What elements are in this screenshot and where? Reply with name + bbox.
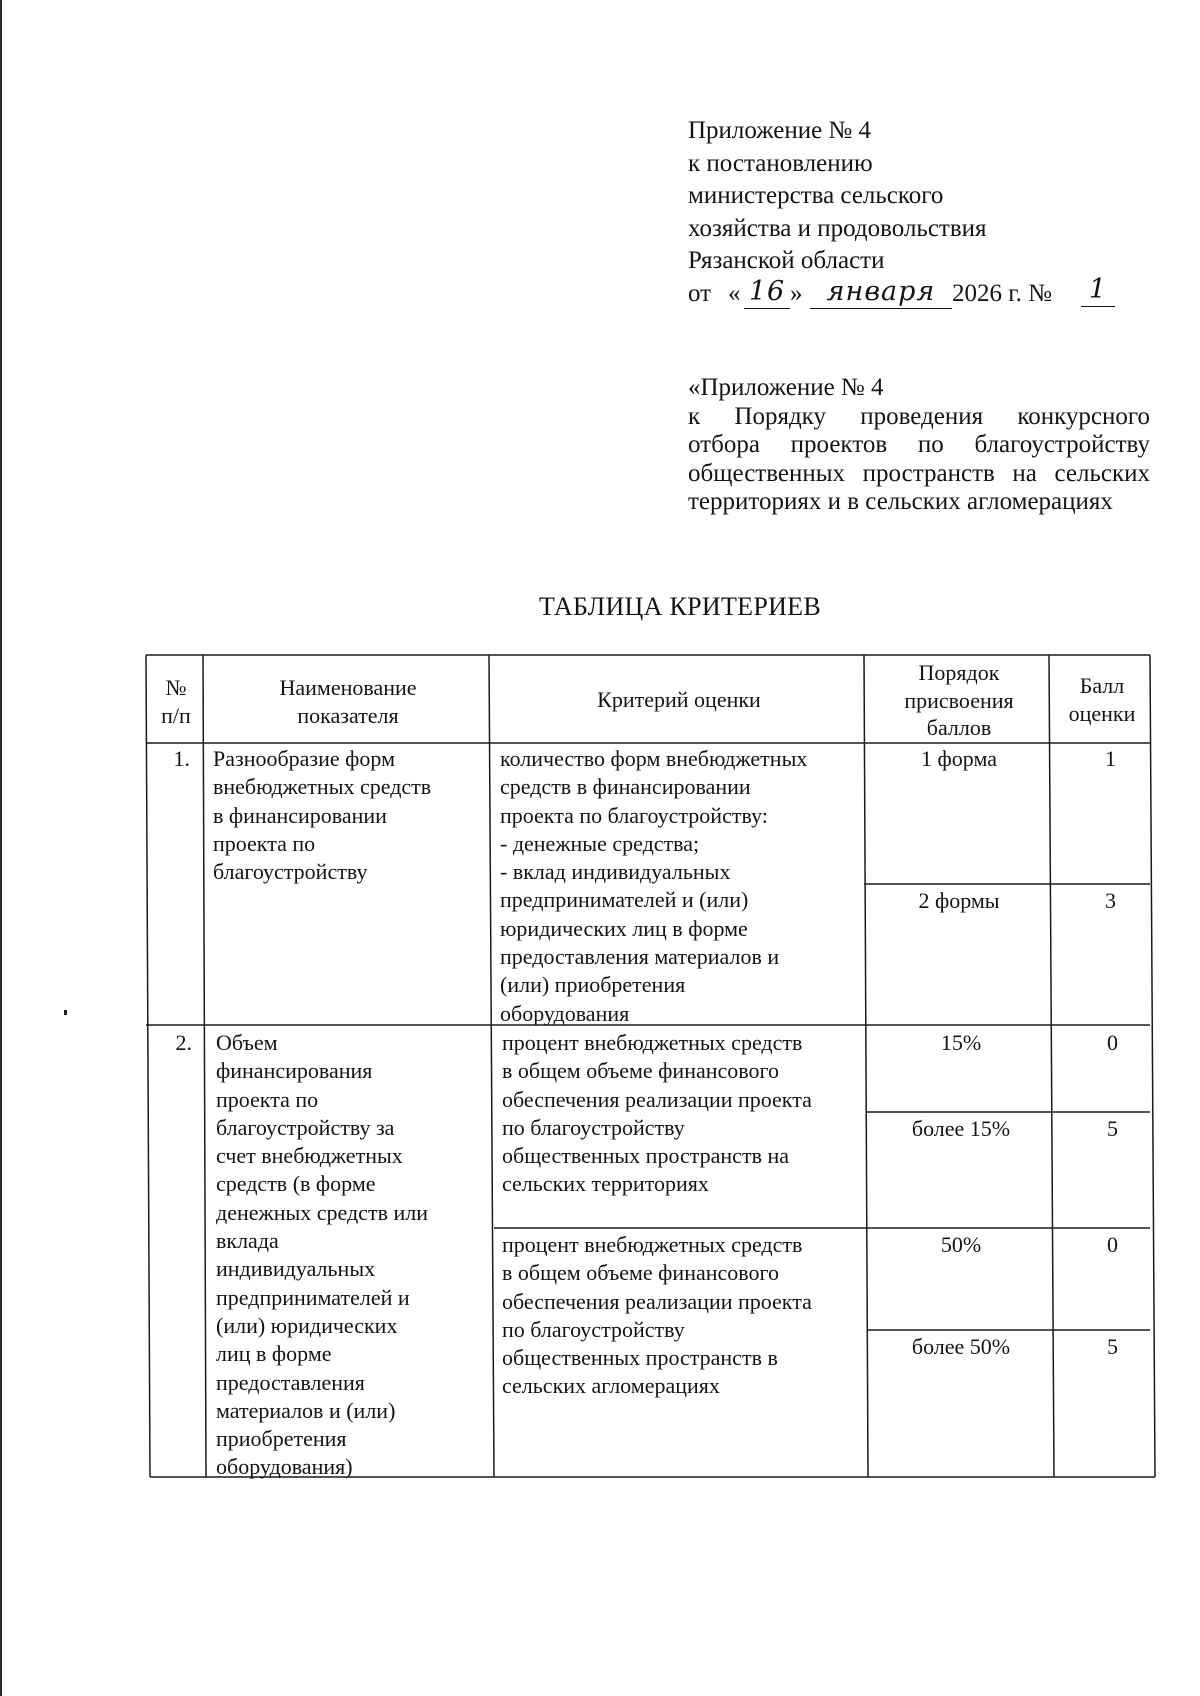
header-num-line: № — [165, 675, 187, 700]
approval-block — [688, 115, 1168, 312]
row-2-criterion-2-line: по благоустройству — [502, 1316, 685, 1342]
approval-line: Рязанской области — [688, 247, 885, 274]
row-2-num: 2. — [175, 1030, 192, 1055]
row-2-criterion-1-line: обеспечения реализации проекта — [502, 1086, 812, 1112]
row-2-name-line: финансирования — [216, 1058, 373, 1084]
row-2-criterion-1-line: процент внебюджетных средств — [502, 1030, 803, 1055]
quote-close: » — [790, 279, 803, 307]
row-2-name-line: Объем — [216, 1030, 278, 1055]
header-order — [866, 659, 1052, 742]
approval-line: министерства сельского — [688, 182, 944, 209]
row-2-option-2-order: более 15% — [911, 1116, 1011, 1141]
row-2-option-3-order: 50% — [940, 1232, 982, 1257]
row-1-criterion — [500, 745, 864, 1028]
row-2-name-line: средств (в форме — [216, 1171, 376, 1197]
row-1-option-2-score: 3 — [1105, 888, 1116, 913]
row-1-criterion-line: - вклад индивидуальных — [500, 859, 731, 885]
handwritten-month: января — [810, 276, 952, 310]
approval-line: хозяйства и продовольствия — [688, 214, 987, 242]
handwritten-day: 16 — [744, 276, 790, 310]
row-2-name-line: счет внебюджетных — [216, 1143, 403, 1169]
row-2-option-1-score: 0 — [1107, 1030, 1118, 1055]
row-2-criterion-1-line: в общем объеме финансового — [502, 1058, 779, 1084]
row-2-name-line: предоставления — [216, 1369, 365, 1395]
row-1-criterion-line: количество форм внебюджетных — [500, 746, 808, 771]
header-name-line: показателя — [297, 702, 399, 728]
row-1-name — [213, 745, 489, 886]
row-2-option-4-score: 5 — [1107, 1334, 1118, 1359]
row-1-criterion-line: предоставления материалов и — [500, 944, 780, 970]
header-name — [205, 674, 491, 729]
table-title — [0, 592, 1200, 622]
row-2-criterion-2 — [502, 1231, 866, 1401]
date-prefix: от — [688, 279, 712, 307]
appendix-line: территориях и в сельских агломерациях — [688, 488, 1113, 515]
row-1-criterion-line: проекта по благоустройству: — [500, 802, 768, 828]
row-1-criterion-line: - денежные средства; — [500, 830, 700, 856]
header-order-line: присвоения — [904, 687, 1014, 713]
approval-date-line — [688, 273, 1168, 312]
row-2-name-line: приобретения — [216, 1426, 347, 1452]
row-2-criterion-2-line: общественных пространств в — [502, 1345, 778, 1371]
row-1-option-2-order: 2 формы — [918, 888, 1000, 913]
row-1-criterion-line: средств в финансировании — [500, 774, 751, 800]
year-and-number-label: 2026 г. № — [952, 279, 1053, 307]
row-2-name-line: оборудования) — [216, 1454, 353, 1480]
scan-border — [0, 0, 2, 1696]
header-name-line: Наименование — [279, 675, 417, 700]
approval-line: к постановлению — [688, 149, 873, 177]
row-2-criterion-2-line: сельских агломерациях — [502, 1373, 720, 1399]
row-1-criterion-line: оборудования — [500, 1000, 630, 1026]
appendix-block — [688, 374, 1150, 517]
row-1-criterion-line: предпринимателей и (или) — [500, 887, 749, 913]
appendix-line: общественных пространств на сельских — [688, 459, 1150, 487]
handwritten-number: 1 — [1081, 274, 1115, 308]
row-2-criterion-2-line: обеспечения реализации проекта — [502, 1288, 812, 1314]
appendix-title: «Приложение № 4 — [688, 374, 884, 401]
header-score-line: Балл — [1079, 673, 1125, 698]
row-2-option-2-score: 5 — [1107, 1116, 1118, 1141]
row-1-criterion-line: (или) приобретения — [500, 972, 686, 998]
column-border-left — [146, 655, 150, 1477]
row-1-option-1-score: 1 — [1105, 746, 1116, 771]
row-2-criterion-1-line: общественных пространств на — [502, 1143, 789, 1169]
header-order-line: Порядок — [918, 660, 1000, 685]
row-2-option-3-score: 0 — [1107, 1232, 1118, 1257]
row-1-name-line: проекта по — [213, 830, 316, 856]
row-2-name — [216, 1029, 490, 1482]
row-1-criterion-line: юридических лиц в форме — [500, 915, 748, 941]
table-title-text: ТАБЛИЦА КРИТЕРИЕВ — [538, 592, 821, 621]
row-1-name-line: в финансировании — [213, 802, 387, 828]
header-score — [1052, 672, 1152, 727]
row-2-name-line: благоустройству за — [216, 1114, 395, 1140]
header-order-line: баллов — [926, 715, 992, 740]
quote-open: « — [728, 279, 741, 307]
row-2-name-line: материалов и (или) — [216, 1397, 396, 1423]
row-2-name-line: предпринимателей и — [216, 1284, 410, 1310]
row-2-name-line: проекта по — [216, 1086, 319, 1112]
row-2-criterion-2-line: процент внебюджетных средств — [502, 1232, 803, 1257]
header-num-line: п/п — [161, 702, 191, 728]
row-2-criterion-1 — [502, 1029, 866, 1199]
column-border-right — [1150, 655, 1155, 1477]
row-1-name-line: благоустройству — [213, 859, 368, 885]
row-2-name-line: денежных средств или — [216, 1199, 428, 1225]
appendix-line: отбора проектов по благоустройству — [688, 431, 1150, 458]
scan-speck — [64, 1010, 67, 1015]
row-2-criterion-2-line: в общем объеме финансового — [502, 1260, 779, 1286]
row-2-name-line: лиц в форме — [216, 1341, 332, 1367]
header-criterion-line: Критерий оценки — [597, 687, 761, 712]
header-num — [148, 674, 204, 729]
approval-line: Приложение № 4 — [688, 117, 872, 144]
row-1-num: 1. — [173, 746, 190, 771]
column-divider-num — [203, 655, 206, 1477]
row-2-option-4-order: более 50% — [911, 1334, 1011, 1359]
appendix-line: к Порядку проведения конкурсного — [688, 402, 1150, 430]
row-2-name-line: индивидуальных — [216, 1256, 376, 1282]
row-2-criterion-1-line: по благоустройству — [502, 1114, 685, 1140]
row-2-name-line: вклада — [216, 1228, 279, 1254]
row-2-name-line: (или) юридических — [216, 1312, 398, 1338]
row-1-name-line: Разнообразие форм — [213, 746, 395, 771]
row-1-name-line: внебюджетных средств — [213, 774, 432, 800]
row-2-option-1-order: 15% — [940, 1030, 982, 1055]
header-score-line: оценки — [1068, 700, 1136, 726]
row-1-option-1-order: 1 форма — [921, 746, 997, 771]
header-criterion — [492, 686, 866, 714]
row-2-criterion-1-line: сельских территориях — [502, 1171, 709, 1197]
